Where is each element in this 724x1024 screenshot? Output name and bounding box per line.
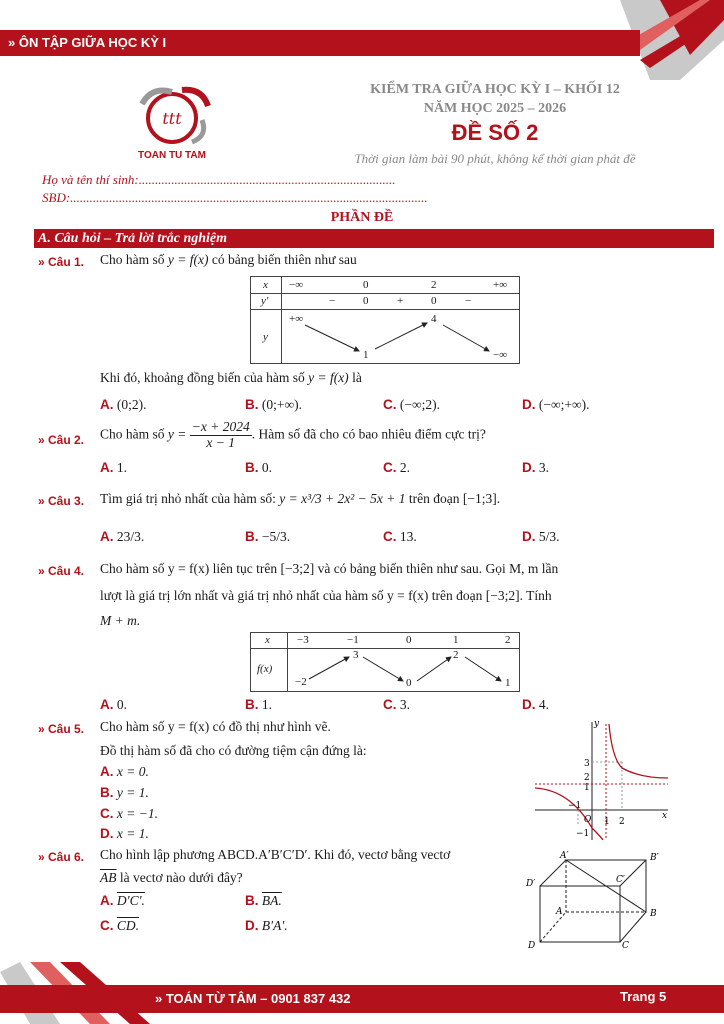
q3-option-c[interactable]: C. 13. xyxy=(383,529,417,544)
svg-text:−1: −1 xyxy=(576,829,590,839)
q5-option-b[interactable]: B. y = 1. xyxy=(100,785,149,800)
svg-text:ttt: ttt xyxy=(162,109,182,128)
q1-arrows xyxy=(251,277,519,363)
q4-option-b[interactable]: B. 1. xyxy=(245,697,272,712)
svg-text:3: 3 xyxy=(584,759,590,769)
q1-followup: Khi đó, khoảng đồng biến của hàm số y = f(x) là xyxy=(100,370,362,385)
logo-text: TOAN TU TAM xyxy=(138,150,206,161)
q5-line2: Đồ thị hàm số đã cho có đường tiệm cận đứng là: xyxy=(100,743,367,758)
q6-option-a[interactable]: A. D′C′. xyxy=(100,893,145,908)
q1-text: Cho hàm số y = f(x) có bảng biến thiên như sau xyxy=(100,252,357,267)
q6-option-d[interactable]: D. B′A′. xyxy=(245,918,288,933)
q1-variation-table: x y′ y −∞ 0 2 +∞ − 0 + 0 − +∞ 1 4 −∞ xyxy=(250,276,520,364)
name-field[interactable]: Họ và tên thí sinh:............................................................................... xyxy=(42,172,396,187)
q5-function-graph xyxy=(530,718,670,842)
q6-option-c[interactable]: C. CD. xyxy=(100,918,140,933)
svg-text:x: x xyxy=(662,811,668,821)
q4-line3: M + m. xyxy=(100,613,141,628)
q5-option-a[interactable]: A. x = 0. xyxy=(100,764,149,779)
q5-label: » Câu 5. xyxy=(38,722,85,736)
q2-option-b[interactable]: B. 0. xyxy=(245,460,272,475)
q1-option-d[interactable]: D. (−∞;+∞). xyxy=(522,397,590,412)
page-number: Trang 5 xyxy=(620,989,667,1004)
q6-option-b[interactable]: B. BA. xyxy=(245,893,282,908)
exam-code: ĐỀ SỐ 2 xyxy=(451,120,539,145)
svg-text:C: C xyxy=(622,941,629,951)
q6-line2: $\overline{AB}$ là vectơ nào dưới đây? xyxy=(100,870,243,885)
q6-line1: Cho hình lập phương ABCD.A′B′C′D′. Khi đó, vectơ bằng vectơ xyxy=(100,847,451,862)
top-banner: » ÔN TẬP GIỮA HỌC KỲ I xyxy=(0,30,640,56)
q2-option-a[interactable]: A. 1. xyxy=(100,460,127,475)
footer-bar xyxy=(0,985,724,1013)
q1-option-c[interactable]: C. (−∞;2). xyxy=(383,397,440,412)
q1-label: » Câu 1. xyxy=(38,255,85,269)
q3-option-b[interactable]: B. −5/3. xyxy=(245,529,291,544)
svg-text:2: 2 xyxy=(619,817,625,827)
q4-option-c[interactable]: C. 3. xyxy=(383,697,410,712)
svg-text:B′: B′ xyxy=(650,853,659,863)
part-a-bar: A. Câu hỏi – Trả lời trắc nghiệm xyxy=(34,229,714,248)
q2-option-d[interactable]: D. 3. xyxy=(522,460,549,475)
q5-line1: Cho hàm số y = f(x) có đồ thị như hình vẽ. xyxy=(100,719,331,734)
q3-label: » Câu 3. xyxy=(38,494,85,508)
svg-text:B: B xyxy=(650,909,657,919)
svg-text:2: 2 xyxy=(584,773,590,783)
q6-label: » Câu 6. xyxy=(38,850,85,864)
logo xyxy=(122,84,222,164)
q4-option-a[interactable]: A. 0. xyxy=(100,697,127,712)
svg-text:D′: D′ xyxy=(526,879,536,889)
q2-option-c[interactable]: C. 2. xyxy=(383,460,410,475)
q1-option-b[interactable]: B. (0;+∞). xyxy=(245,397,302,412)
sbd-field[interactable]: SBD:.............................................................................................................. xyxy=(42,190,428,205)
svg-text:1: 1 xyxy=(604,817,610,827)
q5-option-c[interactable]: C. x = −1. xyxy=(100,806,158,821)
q4-variation-table: x f(x) −3 −1 0 1 2 −2 3 0 2 1 xyxy=(250,632,520,692)
q6-cube-figure xyxy=(520,848,670,952)
q4-option-d[interactable]: D. 4. xyxy=(522,697,549,712)
svg-text:−1: −1 xyxy=(568,801,582,811)
section-title: PHẦN ĐỀ xyxy=(330,210,394,225)
q4-arrows xyxy=(251,633,519,691)
footer-contact: » TOÁN TỪ TÂM – 0901 837 432 xyxy=(155,991,351,1006)
exam-title: KIỂM TRA GIỮA HỌC KỲ I – KHỐI 12 xyxy=(370,82,620,97)
svg-text:D: D xyxy=(528,941,536,951)
svg-text:1: 1 xyxy=(584,783,590,793)
q3-option-a[interactable]: A. 23/3. xyxy=(100,529,145,544)
q3-text: Tìm giá trị nhỏ nhất của hàm số: y = x³/3 + 2x² − 5x + 1 trên đoạn [−1;3]. xyxy=(100,491,501,506)
q4-line2: lượt là giá trị lớn nhất và giá trị nhỏ nhất của hàm số y = f(x) trên đoạn [−3;2]. Tính xyxy=(100,588,552,603)
svg-text:y: y xyxy=(594,719,600,729)
svg-text:A′: A′ xyxy=(560,851,569,861)
q2-label: » Câu 2. xyxy=(38,433,85,447)
svg-text:C′: C′ xyxy=(616,875,625,885)
q1-option-a[interactable]: A. (0;2). xyxy=(100,397,147,412)
q4-label: » Câu 4. xyxy=(38,564,85,578)
q2-text: Cho hàm số y = $\frac{-x + 2024}{x - 1}$ . Hàm số đã cho có bao nhiêu điểm cực trị? xyxy=(100,419,486,450)
time-note: Thời gian làm bài 90 phút, không kể thời gian phát đề xyxy=(354,151,636,166)
svg-text:A: A xyxy=(556,907,563,917)
q4-line1: Cho hàm số y = f(x) liên tục trên [−3;2] và có bảng biến thiên như sau. Gọi M, m lần xyxy=(100,561,559,576)
school-year: NĂM HỌC 2025 – 2026 xyxy=(423,101,567,116)
q5-option-d[interactable]: D. x = 1. xyxy=(100,826,149,841)
q3-option-d[interactable]: D. 5/3. xyxy=(522,529,560,544)
svg-text:O: O xyxy=(584,815,592,825)
logo-mark-icon xyxy=(122,84,222,146)
